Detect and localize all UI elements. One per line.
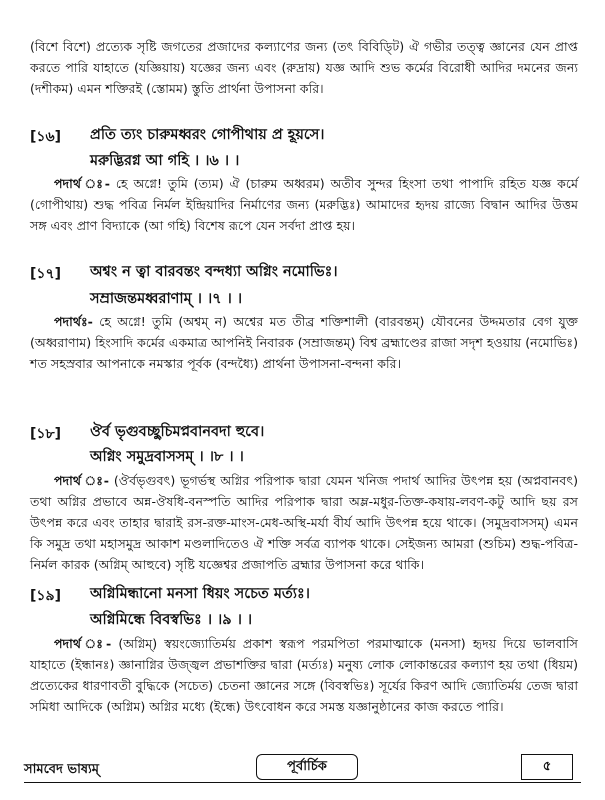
verse-line-1: প্রতি ত্যং চারুমধ্বরং গোপীথায় প্র হূয়সে।: [90, 127, 325, 143]
verse-line-2: অগ্নিমিন্ধে বিবস্বভিঃ । ।৯ । ।: [90, 612, 253, 628]
page-number: ৫: [521, 754, 573, 780]
verse-meaning: [30, 633, 578, 717]
meaning-text: (ঔর্বভৃগুবৎ) ভূগর্ভস্থ অগ্নির পরিপাক দ্বারা যেমন খনিজ পদার্থ আদির উৎপন্ন হয় (অপ্নবানবৎ) তথা অগ্নির প্রভাবে অন্ন-ঔষধি-বনস্পতি আদির পরিপাক দ্বারা অম্ল-মধুর-তিক্ত-কষায়-লবণ-কটু আদি ছয় রস উৎপন্ন করে এবং তাহার দ্বারাই রস-রক্ত-মাংস-মেধ-অস্থি-মর্যা বীর্য আদি উৎপন্ন হয়ে থাকে। (সমুদ্রবাসসম্) এমন কি সমুদ্র তথা মহাসমুদ্র আকাশ মণ্ডলাদিতেও ঐ শক্তি সর্বত্র ব্যাপক থাকে। সেইজন্য আমরা (শুচিম) শুদ্ধ-পবিত্র-নির্মল কারক (অগ্নিম্ আহুবে) সৃষ্টি যজ্ঞেশ্বর প্রজাপতি ব্রহ্মার উপাসনা করে থাকি।: [30, 473, 578, 572]
page-footer: [24, 752, 581, 788]
verse-line-1: অশ্বং ন ত্বা বারবন্তং বন্দধ্যা অগ্নিং নমোভিঃ।: [90, 264, 338, 280]
section-label: পূর্বার্চিক: [256, 754, 358, 780]
verse-line-1: অগ্নিমিন্ধানো মনসা ধিয়ং সচেত মর্ত্যঃ।: [90, 586, 310, 602]
verse-line-2: সম্রাজন্তমধ্বরাণাম্ । ।৭ । ।: [90, 291, 243, 307]
meaning-text: (অগ্নিম্) স্বয়ংজ্যোতির্ময় প্রকাশ স্বরূপ পরমপিতা পরমাত্মাকে (মনসা) হৃদয় দিয়ে ভালবাসি যাহাতে (ইন্ধানঃ) জ্ঞানাগ্নির উজ্জ্বল প্রভাশক্তির দ্বারা (মর্ত্যঃ) মনুষ্য লোক লোকান্তরের কল্যাণ হয় তথা (ধিয়ম) প্রত্যেকের ধারণাবতী বুদ্ধিকে (সচেত) চেতনা জ্ঞানের সঙ্গে (বিবস্বভিঃ) সূর্যের কিরণ আদি জ্যোতির্ময় তেজ দ্বারা সমিধা আদিকে (অগ্নিম) অগ্নির মধ্যে (ইন্ধে) উৎবোধন করে সমস্ত যজ্ঞানুষ্ঠানের কাজ করতে পারি।: [30, 636, 578, 714]
verse-line-1: ঔর্ব ভৃগুবচ্ছুচিমপ্নবানবদা হুবে।: [90, 424, 265, 440]
verse-number: [১৭]: [30, 266, 61, 282]
verse-number: [১৮]: [30, 426, 61, 442]
meaning-text: হে অগ্নে! তুমি (অশ্বম্ ন) অশ্বের মত তীব্র শক্তিশালী (বারবন্তম্) যৌবনের উদ্দমতার বেগ যুক্ত (অধ্বরাণাম) হিংসাদি কর্মের একমাত্র আপনিই নিবারক (সম্রাজন্তম্) বিশ্ব ব্রহ্মাণ্ডের রাজা সদৃশ হওয়ায় (নমোভিঃ) শত সহস্রবার আপনাকে নমস্কার পূর্বক (বন্দধ্যৈ) প্রার্থনা উপাসনা-বন্দনা করি।: [30, 314, 578, 371]
verse-meaning: [30, 311, 578, 374]
book-title: সামবেদ ভাষ্যম্: [24, 762, 100, 777]
meaning-label: পদার্থ ঃ-: [54, 176, 111, 191]
meaning-label: পদার্থঃ-: [54, 314, 93, 329]
verse-number: [১৬]: [30, 129, 61, 145]
verse-meaning: [30, 173, 578, 236]
meaning-label: পদার্থ ঃ-: [54, 636, 112, 651]
meaning-text: হে অগ্নে! তুমি (ত্যম) ঐ (চারুম অধ্বরম) অতীব সুন্দর হিংসা তথা পাপাদি রহিত যজ্ঞ কর্মে (গোপীথায়) শুদ্ধ পবিত্র নির্মল ইন্দ্রিয়াদির নির্মাণের জন্য (মরুদ্ভিঃ) আমাদের হৃদয় রাজ্যে বিদ্বান আদির উত্তম সঙ্গ এবং প্রাণ বিদ্যাকে (আ গহি) বিশেষ রূপে যেন সর্বদা প্রাপ্ত হয়।: [30, 176, 578, 233]
meaning-label: পদার্থ ঃ-: [54, 473, 110, 488]
footer-rule: [24, 782, 581, 783]
verse-number: [১৯]: [30, 588, 61, 604]
intro-paragraph: (বিশে বিশে) প্রত্যেক সৃষ্টি জগতের প্রজাদের কল্যাণের জন্য (তৎ বিবিড্টি) ঐ গভীর তত্ত্ব জ্ঞানের যেন প্রাপ্ত করতে পারি যাহাতে (যজ্ঞিয়ায়) যজ্ঞের জন্য এবং (রুদ্রায়) যজ্ঞ আদি শুভ কর্মের বিরোধী আদির দমনের জন্য (দশীকম) এমন শক্তিরই (স্তোমম) স্তুতি প্রার্থনা উপাসনা করি।: [30, 39, 578, 96]
verse-meaning: [30, 470, 578, 575]
verse-line-2: মরুদ্ভিরগ্ন আ গহি । ।৬ । ।: [90, 153, 240, 169]
verse-line-2: অগ্নিং সমুদ্রবাসসম্ । ।৮ । ।: [90, 449, 244, 465]
